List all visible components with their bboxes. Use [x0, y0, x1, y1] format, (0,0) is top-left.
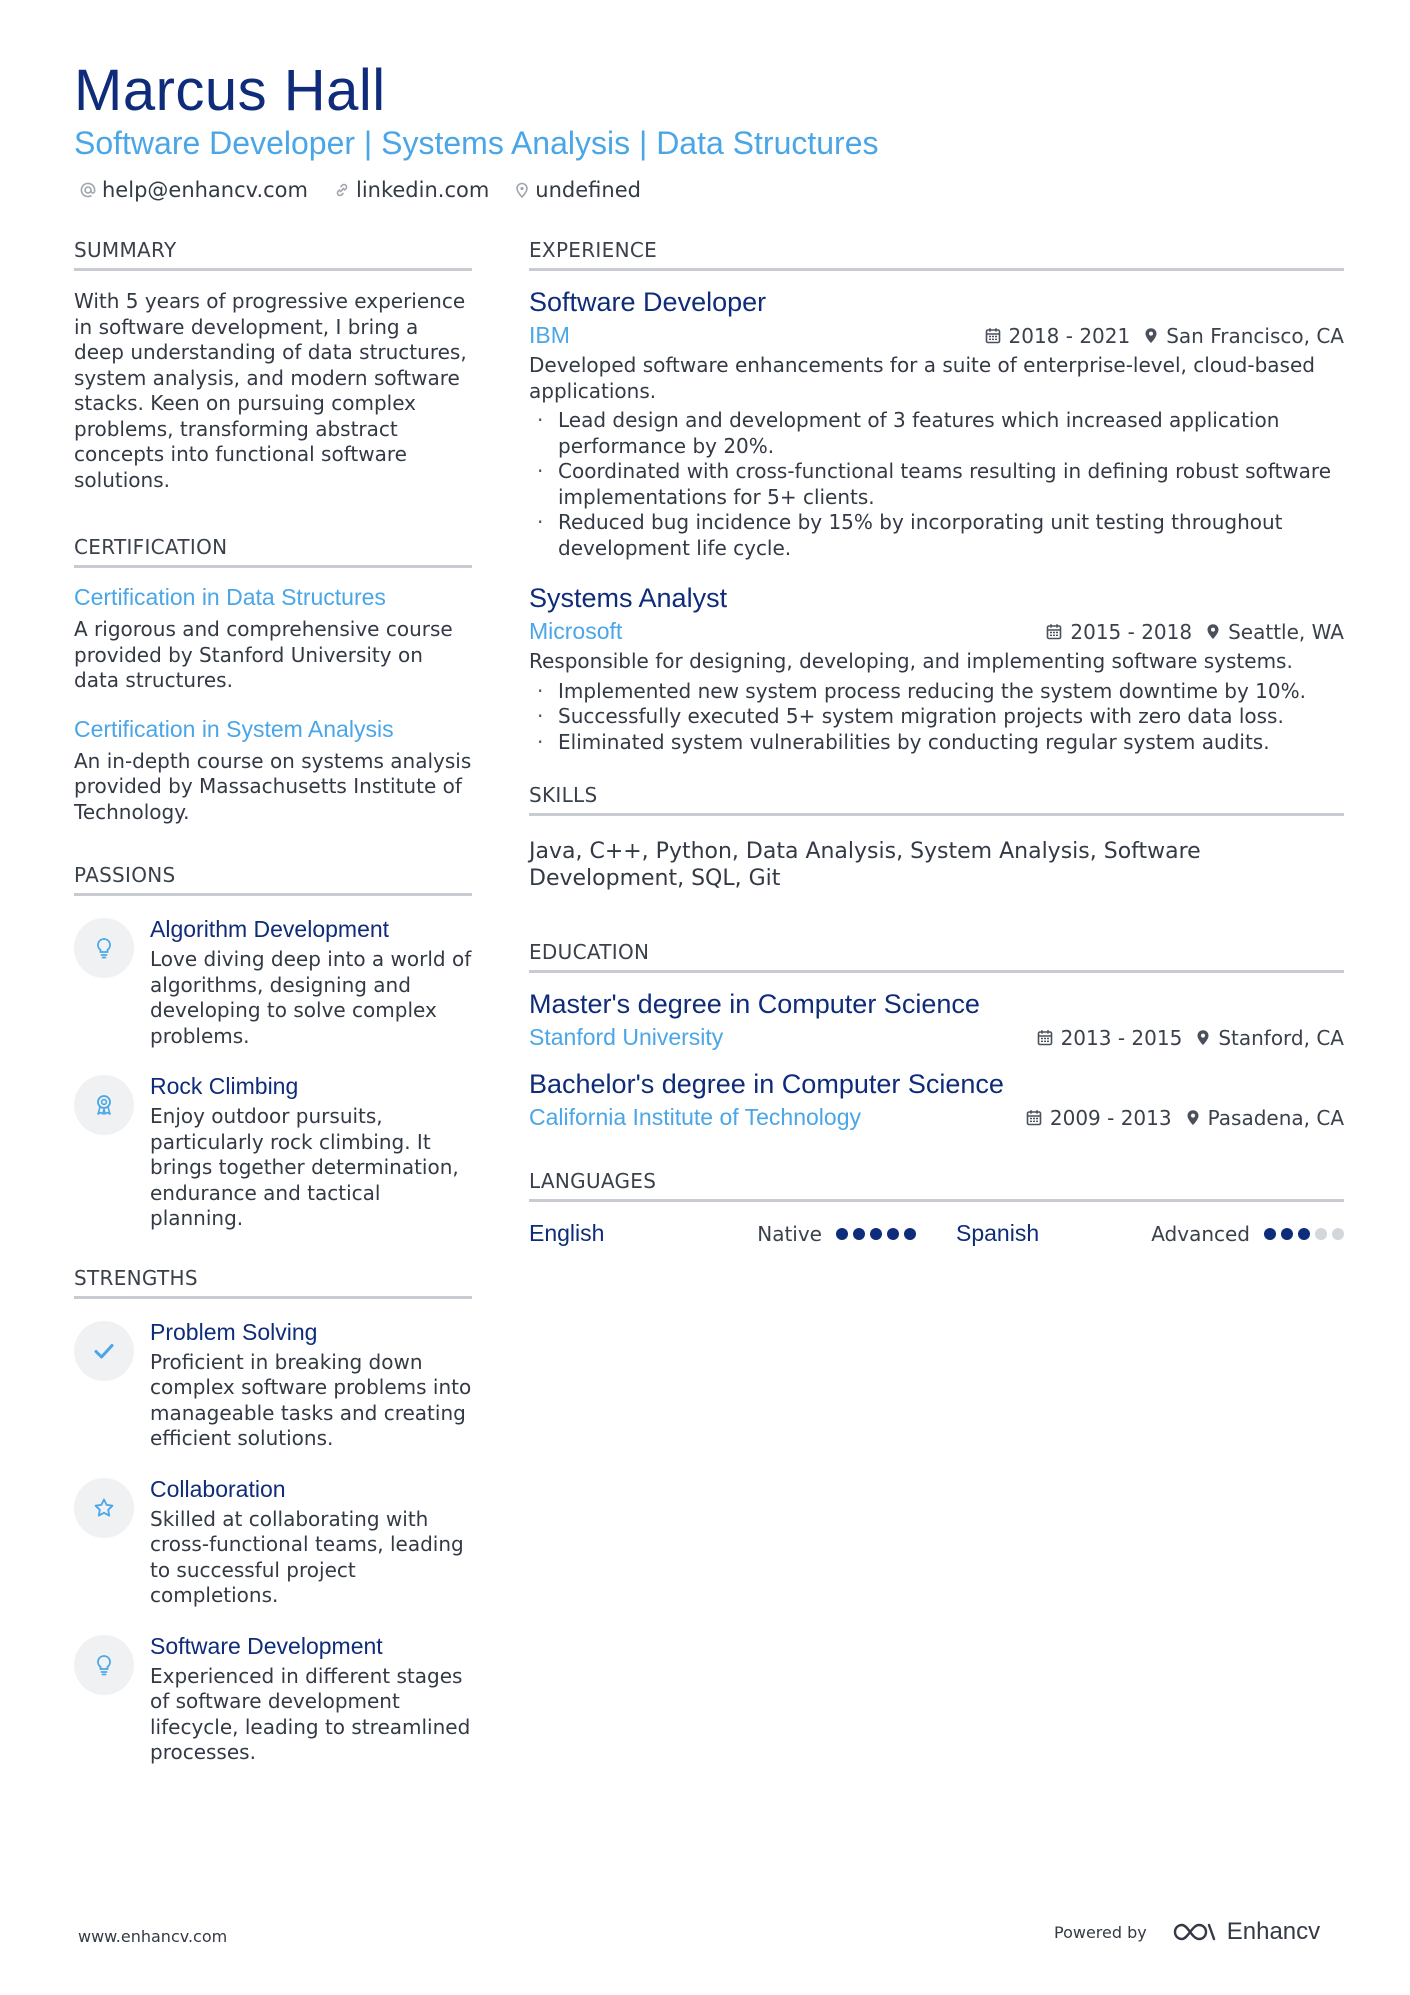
rating-dot-filled	[1298, 1228, 1310, 1240]
enhancv-logo-icon	[1171, 1920, 1217, 1944]
strength-item	[74, 1633, 472, 1766]
contact-location	[515, 178, 641, 202]
passion-name: Rock Climbing	[150, 1073, 299, 1099]
rating-dot-filled	[887, 1228, 899, 1240]
passion-name: Algorithm Development	[150, 916, 390, 942]
lightbulb-icon	[74, 1635, 134, 1695]
certification-name: Certification in Data Structures	[74, 584, 386, 610]
experience-title: EXPERIENCE	[529, 238, 1344, 271]
job-bullet: · Reduced bug incidence by 15% by incorporating unit testing throughout development life cycle.	[529, 510, 1344, 561]
skills-section	[529, 783, 1344, 892]
calendar-icon	[1037, 1029, 1053, 1046]
certification-desc: An in-depth course on systems analysis provided by Massachusetts Institute of Technology.	[74, 748, 472, 824]
job-bullets	[529, 408, 1344, 561]
education-subheader	[529, 1104, 1344, 1131]
job-location: San Francisco, CA	[1144, 324, 1344, 348]
calendar-icon	[1026, 1109, 1042, 1126]
language-name: English	[529, 1220, 605, 1246]
job-title: Software Developer	[529, 287, 767, 317]
education-section	[529, 940, 1344, 1131]
languages-title: LANGUAGES	[529, 1169, 1344, 1202]
right-column	[529, 238, 1344, 1247]
award-icon	[74, 1075, 134, 1135]
job-bullet: · Lead design and development of 3 features which increased application performance by 20%.	[529, 408, 1344, 459]
strength-name: Software Development	[150, 1632, 383, 1659]
job-meta	[985, 324, 1345, 348]
job-bullets	[529, 679, 1344, 756]
contact-bar	[80, 178, 641, 202]
checkmark-icon	[74, 1321, 134, 1381]
left-column	[74, 238, 472, 1790]
summary-title: SUMMARY	[74, 238, 472, 271]
company-name: Microsoft	[529, 618, 623, 644]
education-item	[529, 989, 1344, 1051]
strength-name: Collaboration	[150, 1475, 286, 1502]
rating-dot-filled	[836, 1228, 848, 1240]
summary-section	[74, 238, 472, 493]
calendar-icon	[1046, 623, 1062, 640]
brand-name: Enhancv	[1226, 1918, 1321, 1945]
location-text: undefined	[535, 178, 641, 202]
experience-section	[529, 238, 1344, 755]
job-bullet: · Coordinated with cross-functional teams resulting in defining robust software implementations for 5+ clients.	[529, 459, 1344, 510]
powered-by-label: Powered by	[1054, 1922, 1147, 1942]
contact-linkedin[interactable]	[334, 178, 489, 202]
location-pin-icon	[1206, 623, 1220, 640]
job-location: Seattle, WA	[1206, 620, 1344, 644]
language-rating	[836, 1228, 916, 1240]
link-icon	[334, 182, 350, 198]
certification-section	[74, 535, 472, 825]
at-icon	[80, 182, 96, 198]
experience-item	[529, 583, 1344, 755]
strength-desc: Skilled at collaborating with cross-functional teams, leading to successful project completions.	[150, 1506, 464, 1607]
certification-desc: A rigorous and comprehensive course provided by Stanford University on data structures.	[74, 617, 453, 692]
education-meta	[1037, 1026, 1344, 1050]
job-title: Systems Analyst	[529, 583, 728, 613]
footer-website[interactable]: www.enhancv.com	[78, 1927, 228, 1946]
strengths-section	[74, 1266, 472, 1766]
location-pin-icon	[515, 182, 529, 198]
strengths-title: STRENGTHS	[74, 1266, 472, 1299]
rating-dot-filled	[1264, 1228, 1276, 1240]
lightbulb-icon	[74, 918, 134, 978]
languages-section	[529, 1169, 1344, 1247]
rating-dot-empty	[1315, 1228, 1327, 1240]
strength-desc: Experienced in different stages of software development lifecycle, leading to streamlined processes.	[150, 1663, 471, 1764]
calendar-icon	[985, 327, 1001, 344]
school-name: Stanford University	[529, 1024, 724, 1050]
languages-row	[529, 1220, 1344, 1247]
strength-name: Problem Solving	[150, 1318, 318, 1345]
passion-desc: Enjoy outdoor pursuits, particularly rock climbing. It brings together determination, endurance and tactical planning.	[150, 1104, 459, 1230]
candidate-name: Marcus Hall	[74, 58, 386, 123]
contact-email[interactable]	[80, 178, 308, 202]
certification-item	[74, 716, 472, 826]
job-bullet: · Eliminated system vulnerabilities by conducting regular system audits.	[529, 730, 1344, 756]
education-dates: 2009 - 2013	[1026, 1106, 1172, 1130]
job-dates: 2018 - 2021	[985, 324, 1131, 348]
degree-name: Master's degree in Computer Science	[529, 989, 980, 1019]
school-name: California Institute of Technology	[529, 1104, 861, 1130]
linkedin-text: linkedin.com	[355, 178, 490, 202]
rating-dot-empty	[1332, 1228, 1344, 1240]
job-subheader	[529, 322, 1344, 349]
language-name: Spanish	[956, 1220, 1040, 1246]
company-name: IBM	[529, 322, 570, 348]
passions-section	[74, 863, 472, 1232]
education-title: EDUCATION	[529, 940, 1344, 973]
experience-item	[529, 287, 1344, 561]
footer-branding	[1054, 1918, 1320, 1946]
skills-title: SKILLS	[529, 783, 1344, 816]
location-pin-icon	[1186, 1109, 1200, 1126]
certification-name: Certification in System Analysis	[74, 715, 394, 742]
certification-item	[74, 584, 472, 694]
job-summary: Developed software enhancements for a suite of enterprise-level, cloud-based applications.	[529, 353, 1315, 403]
rating-dot-filled	[870, 1228, 882, 1240]
job-meta	[1046, 620, 1344, 644]
job-dates: 2015 - 2018	[1046, 620, 1192, 644]
email-text: help@enhancv.com	[102, 178, 308, 202]
education-location: Stanford, CA	[1196, 1026, 1344, 1050]
education-subheader	[529, 1024, 1344, 1051]
star-icon	[74, 1478, 134, 1538]
passion-desc: Love diving deep into a world of algorithms, designing and developing to solve complex problems.	[150, 947, 472, 1048]
strength-desc: Proficient in breaking down complex software problems into manageable tasks and creating efficient solutions.	[150, 1349, 472, 1450]
language-level: Advanced	[1151, 1221, 1250, 1246]
job-bullet: · Successfully executed 5+ system migration projects with zero data loss.	[529, 704, 1344, 730]
degree-name: Bachelor's degree in Computer Science	[529, 1069, 1004, 1099]
rating-dot-filled	[1281, 1228, 1293, 1240]
passions-title: PASSIONS	[74, 863, 472, 896]
job-bullet: · Implemented new system process reducing the system downtime by 10%.	[529, 679, 1344, 705]
location-pin-icon	[1196, 1029, 1210, 1046]
education-dates: 2013 - 2015	[1037, 1026, 1183, 1050]
strength-item	[74, 1476, 472, 1609]
passion-item	[74, 916, 472, 1049]
rating-dot-filled	[853, 1228, 865, 1240]
education-item	[529, 1069, 1344, 1131]
language-item	[956, 1220, 1344, 1247]
candidate-headline: Software Developer | Systems Analysis | Data Structures	[74, 125, 879, 161]
rating-dot-filled	[904, 1228, 916, 1240]
job-subheader	[529, 618, 1344, 645]
language-rating	[1264, 1228, 1344, 1240]
location-pin-icon	[1144, 327, 1158, 344]
summary-text: With 5 years of progressive experience in software development, I bring a deep understanding of data structures, system analysis, and modern software stacks. Keen on pursuing complex problems, transforming abstract concepts into functional software solutions.	[74, 289, 467, 492]
education-location: Pasadena, CA	[1186, 1106, 1344, 1130]
strength-item	[74, 1319, 472, 1452]
passion-item	[74, 1073, 472, 1232]
skills-text: Java, C++, Python, Data Analysis, System Analysis, Software Development, SQL, Git	[529, 839, 1201, 891]
education-meta	[1026, 1106, 1344, 1130]
brand-logo[interactable]	[1171, 1918, 1320, 1946]
certification-title: CERTIFICATION	[74, 535, 472, 568]
language-item	[529, 1220, 916, 1247]
language-level: Native	[757, 1221, 822, 1246]
job-summary: Responsible for designing, developing, and implementing software systems.	[529, 649, 1293, 673]
